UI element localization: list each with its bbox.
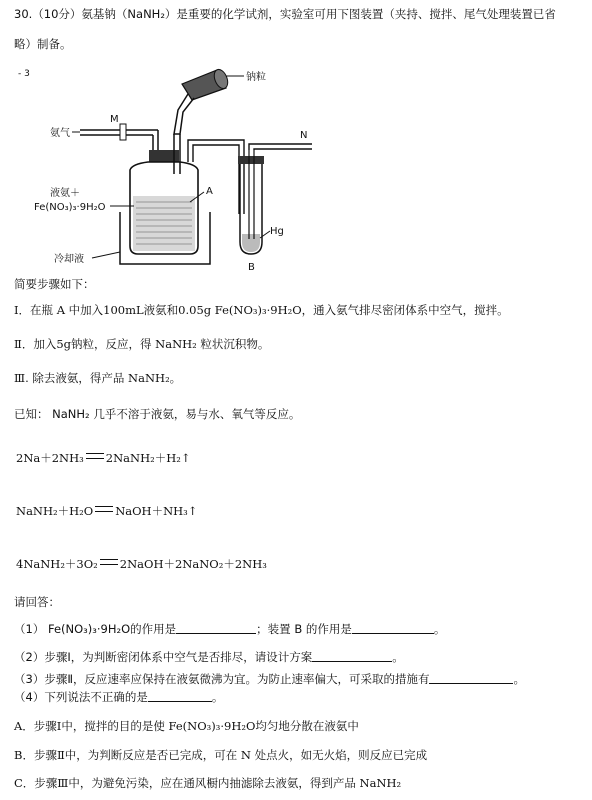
equation-2-right: NaOH＋NH₃↑	[115, 504, 198, 518]
answer-blank-2[interactable]	[312, 650, 392, 662]
question-3-end: 。	[513, 672, 525, 686]
question-4-text: （4）下列说法不正确的是	[14, 690, 148, 704]
answer-blank-1b[interactable]	[352, 622, 434, 634]
question-4-end: 。	[211, 690, 224, 704]
known-info: 已知： NaNH₂ 几乎不溶于液氨，易与水、氧气等反应。	[14, 407, 301, 421]
equation-1-right: 2NaNH₂＋H₂↑	[105, 451, 191, 465]
question-1-end: 。	[433, 622, 446, 636]
question-line-2: 略）制备。	[14, 37, 72, 51]
label-m: M	[110, 114, 119, 125]
answer-blank-3[interactable]	[429, 672, 513, 684]
step-2: Ⅱ．加入5g钠粒，反应，得 NaNH₂ 粒状沉积物。	[14, 337, 270, 351]
answer-blank-4[interactable]	[148, 690, 212, 702]
bottle-a	[130, 150, 198, 254]
question-3	[14, 671, 525, 687]
equation-3	[16, 556, 267, 572]
label-a: A	[206, 186, 213, 197]
question-3-text: （3）步骤Ⅱ，反应速率应保持在液氨微沸为宜。为防止速率偏大，可采取的措施有	[14, 672, 430, 686]
equation-1-left: 2Na＋2NH₃	[16, 451, 84, 465]
equation-3-right: 2NaOH＋2NaNO₂＋2NH₃	[119, 557, 267, 571]
option-b: B．步骤Ⅱ中，为判断反应是否已完成，可在 N 处点火，如无火焰，则反应已完成	[14, 748, 428, 762]
test-tube-b	[238, 150, 264, 254]
question-line-1: 30.（10分）氨基钠（NaNH₂）是重要的化学试剂，实验室可用下图装置（夹持、搅拌、尾气处理装置已省	[14, 7, 556, 21]
label-b: B	[248, 262, 255, 273]
label-ammonia: 氨气	[50, 128, 70, 139]
question-4	[14, 689, 223, 705]
label-hg: Hg	[270, 226, 284, 237]
answer-blank-1a[interactable]	[176, 622, 256, 634]
step-3: Ⅲ. 除去液氨，得产品 NaNH₂。	[14, 371, 182, 385]
answer-intro: 请回答：	[14, 595, 60, 609]
label-coolant: 冷却液	[54, 254, 84, 265]
svg-text:- 3: - 3	[18, 69, 30, 79]
step-1: Ⅰ．在瓶 A 中加入100mL液氨和0.05g Fe(NO₃)₃·9H₂O，通入氨气排尽密闭体系中空气，搅拌。	[14, 303, 509, 317]
equation-2-left: NaNH₂＋H₂O	[16, 504, 94, 518]
label-n: N	[300, 130, 308, 141]
steps-heading: 简要步骤如下：	[14, 277, 95, 291]
question-1-part-a: （1） Fe(NO₃)₃·9H₂O的作用是	[14, 622, 177, 636]
question-2-end: 。	[392, 650, 404, 664]
option-c: C．步骤Ⅲ中，为避免污染，应在通风橱内抽滤除去液氨，得到产品 NaNH₂	[14, 776, 402, 790]
sodium-funnel	[174, 67, 230, 134]
option-a: A．步骤Ⅰ中，搅拌的目的是使 Fe(NO₃)₃·9H₂O均匀地分散在液氨中	[14, 719, 359, 733]
valve-m	[120, 124, 126, 140]
label-iron-nitrate: Fe(NO₃)₃·9H₂O	[34, 202, 106, 213]
label-liquid-ammonia: 液氨＋	[50, 188, 80, 199]
question-1-part-b: ；装置 B 的作用是	[256, 622, 352, 636]
question-2-text: （2）步骤Ⅰ，为判断密闭体系中空气是否排尽，请设计方案	[14, 650, 313, 664]
equation-2	[16, 503, 197, 519]
equation-1	[16, 450, 190, 466]
label-sodium: 钠粒	[246, 72, 266, 83]
question-2	[14, 649, 404, 665]
apparatus-diagram	[12, 64, 332, 274]
equation-3-left: 4NaNH₂＋3O₂	[16, 557, 98, 571]
question-1	[14, 621, 445, 637]
